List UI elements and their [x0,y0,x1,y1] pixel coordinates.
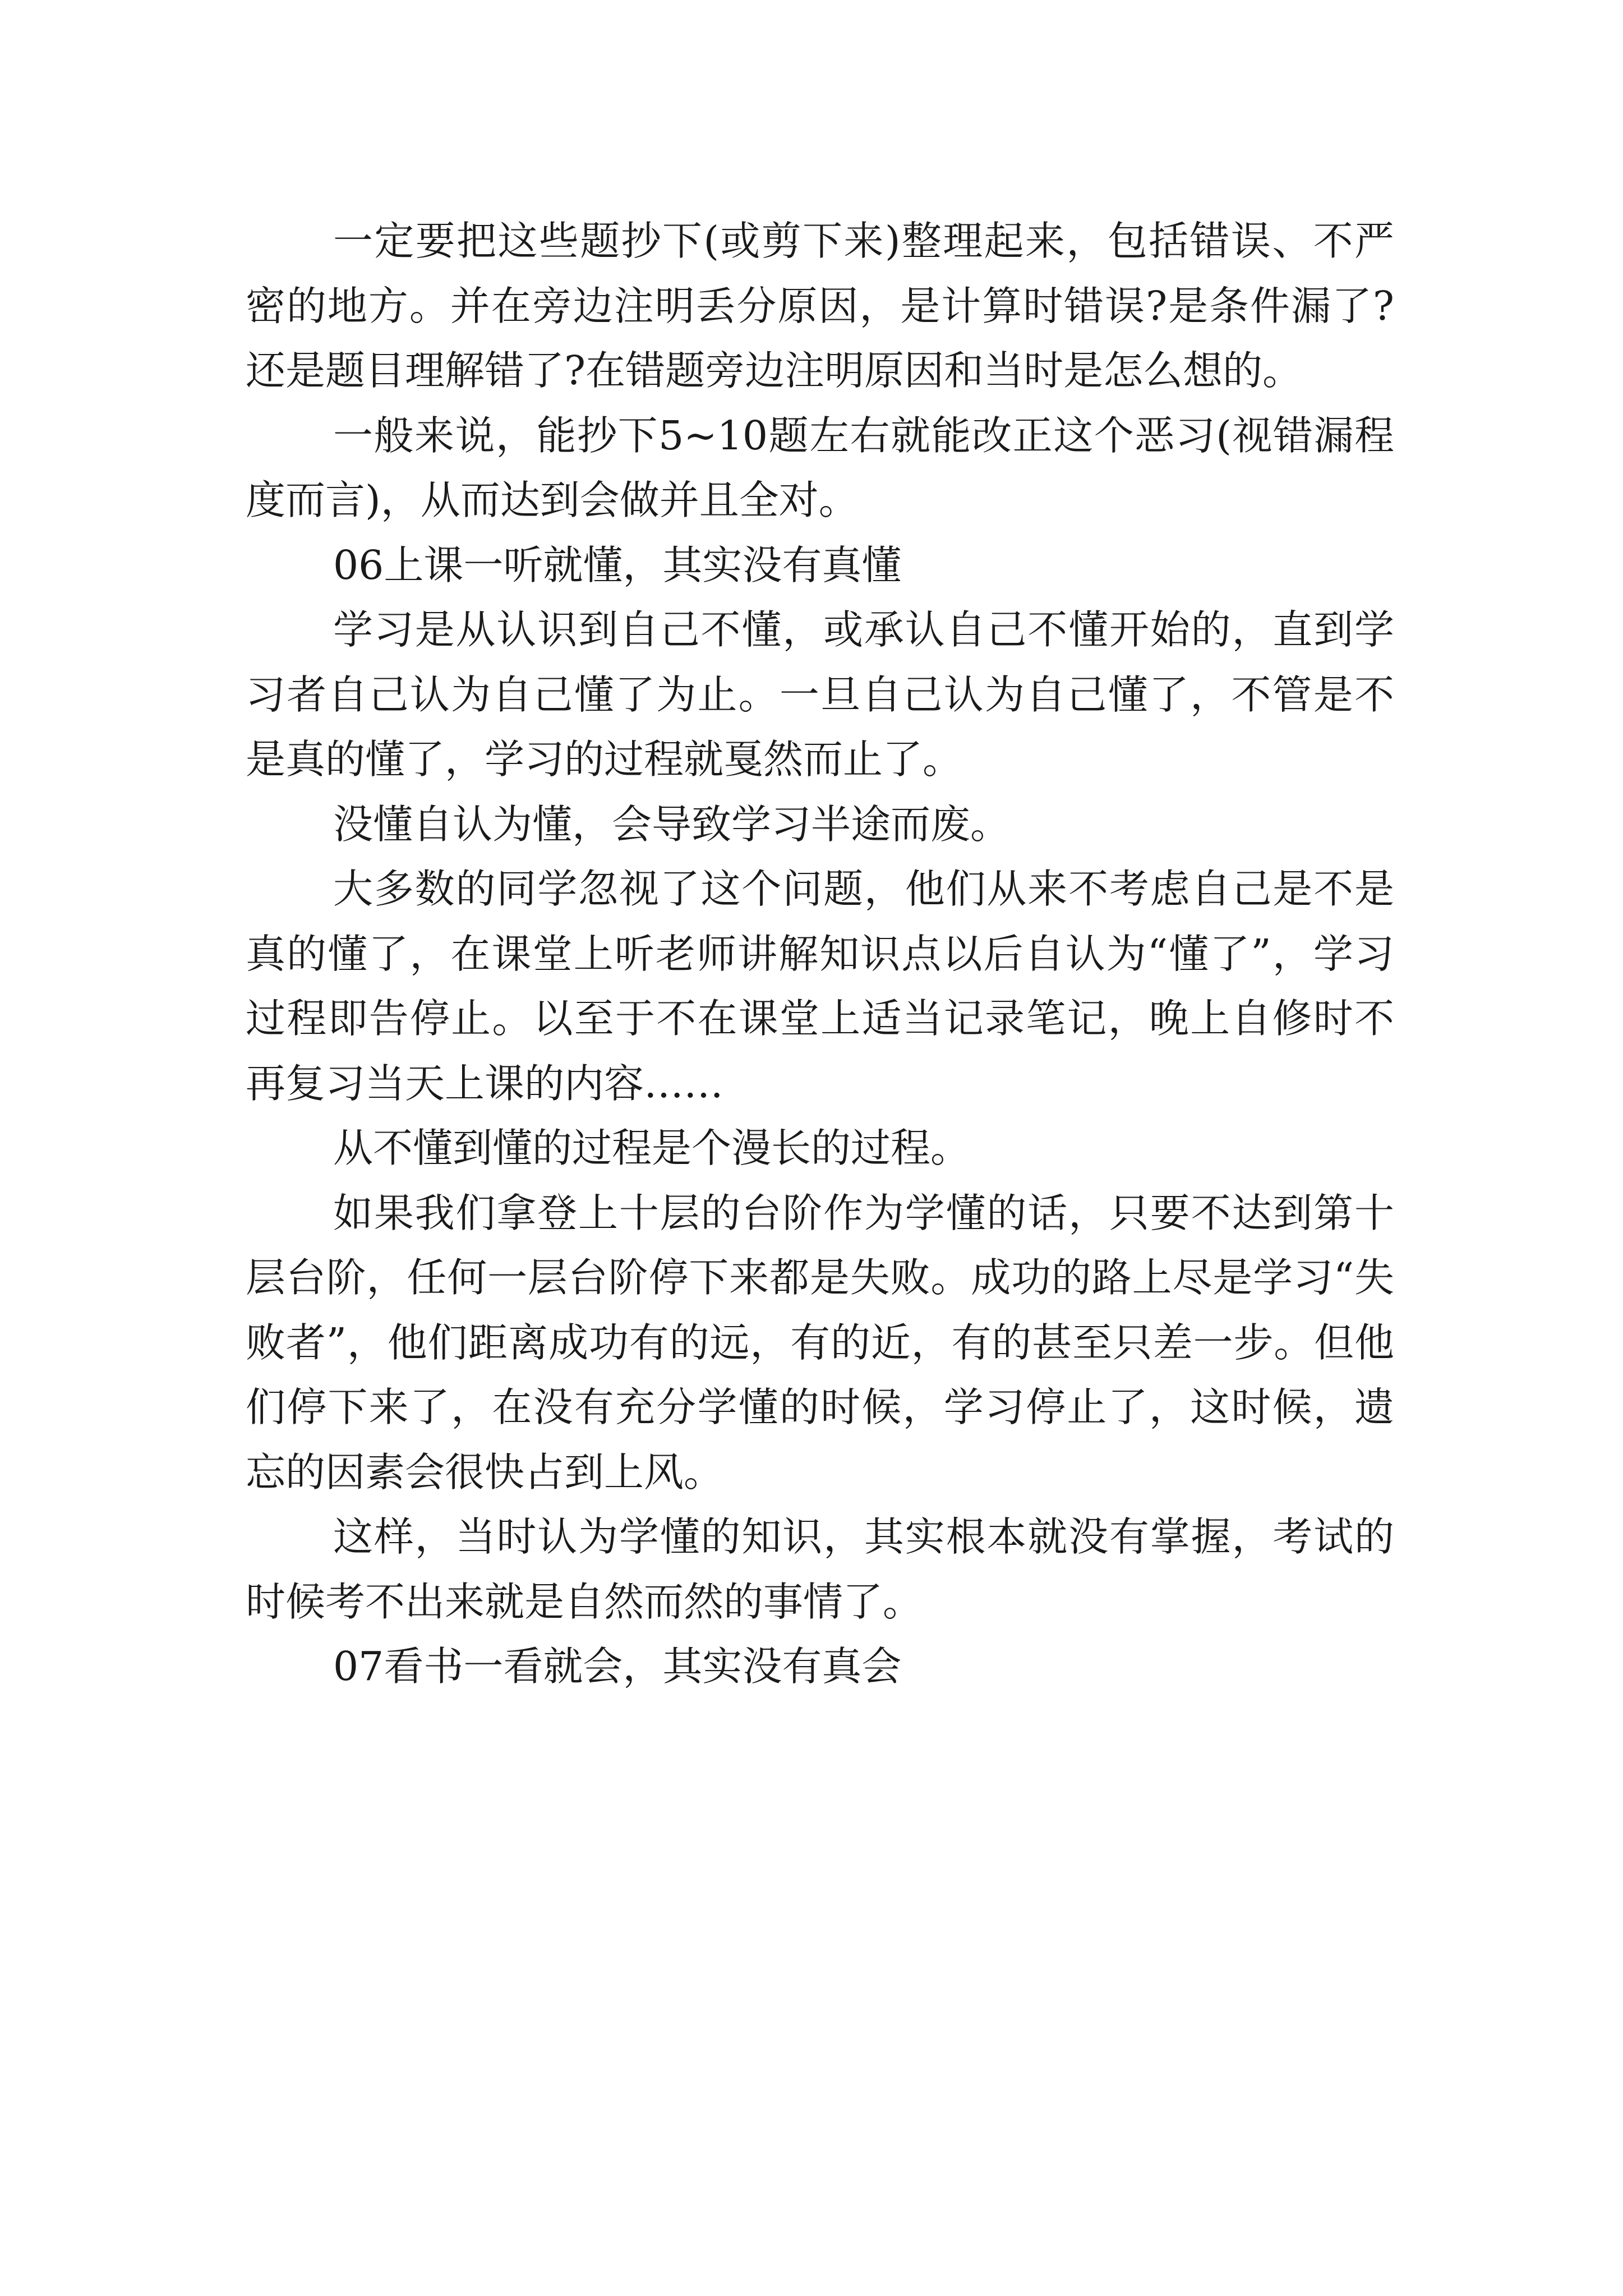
paragraph-learning-starts: 学习是从认识到自己不懂，或承认自己不懂开始的，直到学习者自己认为自己懂了为止。一旦自己认为自己懂了，不管是不是真的懂了，学习的过程就戛然而止了。 [246,606,1394,783]
section-heading-07: 07看书一看就会，其实没有真会 [333,1643,902,1690]
paragraph-ten-steps: 如果我们拿登上十层的台阶作为学懂的话，只要不达到第十层台阶，任何一层台阶停下来都是失败。成功的路上尽是学习“失败者”，他们距离成功有的远，有的近，有的甚至只差一步。但他们停下来了，在没有充分学懂的时候，学习停止了，这时候，遗忘的因素会很快占到上风。 [246,1189,1394,1496]
paragraph-long-process: 从不懂到懂的过程是个漫长的过程。 [333,1125,971,1171]
section-heading-06: 06上课一听就懂，其实没有真懂 [333,541,902,588]
paragraph-students-ignore: 大多数的同学忽视了这个问题，他们从来不考虑自己是不是真的懂了，在课堂上听老师讲解知识点以后自认为“懂了”，学习过程即告停止。以至于不在课堂上适当记录笔记，晚上自修时不再复习当天上课的内容…… [246,866,1394,1107]
paragraph-false-understanding: 没懂自认为懂，会导致学习半途而废。 [333,800,1011,848]
paragraph-exam-result: 这样，当时认为学懂的知识，其实根本就没有掌握，考试的时候考不出来就是自然而然的事情了。 [246,1513,1394,1625]
document-body [246,209,1394,1699]
paragraph-error-notes: 一定要把这些题抄下(或剪下来)整理起来，包括错误、不严密的地方。并在旁边注明丢分原因，是计算时错误?是条件漏了?还是题目理解错了?在错题旁边注明原因和当时是怎么想的。 [246,218,1394,394]
paragraph-copy-questions: 一般来说，能抄下5~10题左右就能改正这个恶习(视错漏程度而言)，从而达到会做并且全对。 [246,412,1394,523]
